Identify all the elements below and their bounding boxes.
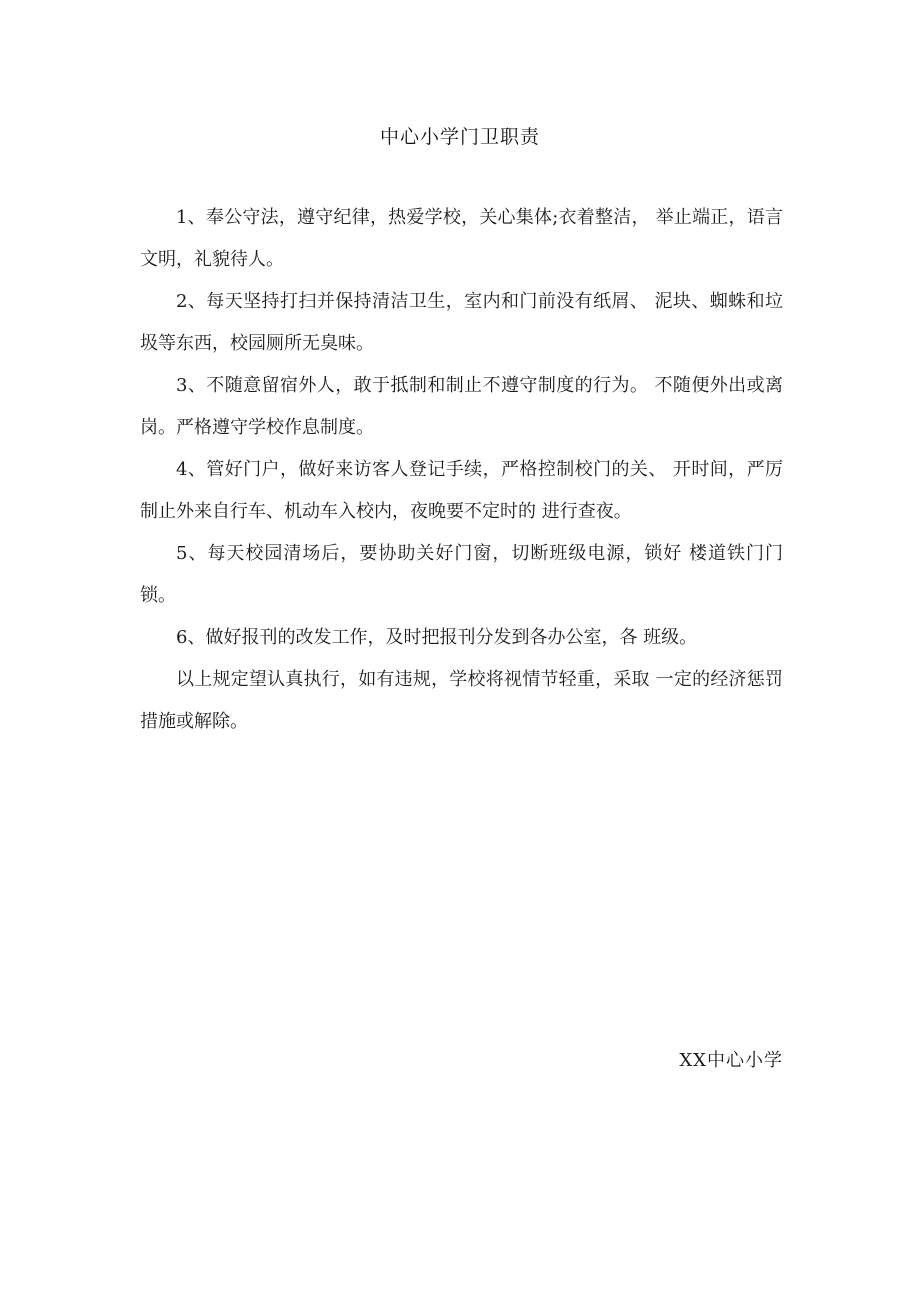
- paragraph-2: 2、每天坚持打扫并保持清洁卫生，室内和门前没有纸屑、 泥块、蜘蛛和垃圾等东西，校园厕所无臭味。: [140, 291, 783, 354]
- paragraph-closing: 以上规定望认真执行，如有违规，学校将视情节轻重，采取 一定的经济惩罚措施或解除。: [140, 669, 783, 732]
- paragraph-5: 5、每天校园清场后，要协助关好门窗，切断班级电源，锁好 楼道铁门门锁。: [140, 543, 783, 606]
- document-body: [140, 197, 783, 743]
- paragraph-6: 6、做好报刊的改发工作，及时把报刊分发到各办公室，各 班级。: [176, 627, 698, 648]
- paragraph-4: 4、管好门户，做好来访客人登记手续，严格控制校门的关、 开时间，严厉制止外来自行车、机动车入校内，夜晚要不定时的 进行查夜。: [140, 459, 783, 522]
- paragraph-3: 3、不随意留宿外人，敢于抵制和制止不遵守制度的行为。 不随便外出或离岗。严格遵守学校作息制度。: [140, 375, 783, 438]
- document-title: 中心小学门卫职责: [379, 126, 540, 148]
- paragraph-1: 1、奉公守法，遵守纪律，热爱学校，关心集体;衣着整洁， 举止端正，语言文明，礼貌待人。: [140, 207, 783, 270]
- signature: XX中心小学: [679, 1050, 783, 1071]
